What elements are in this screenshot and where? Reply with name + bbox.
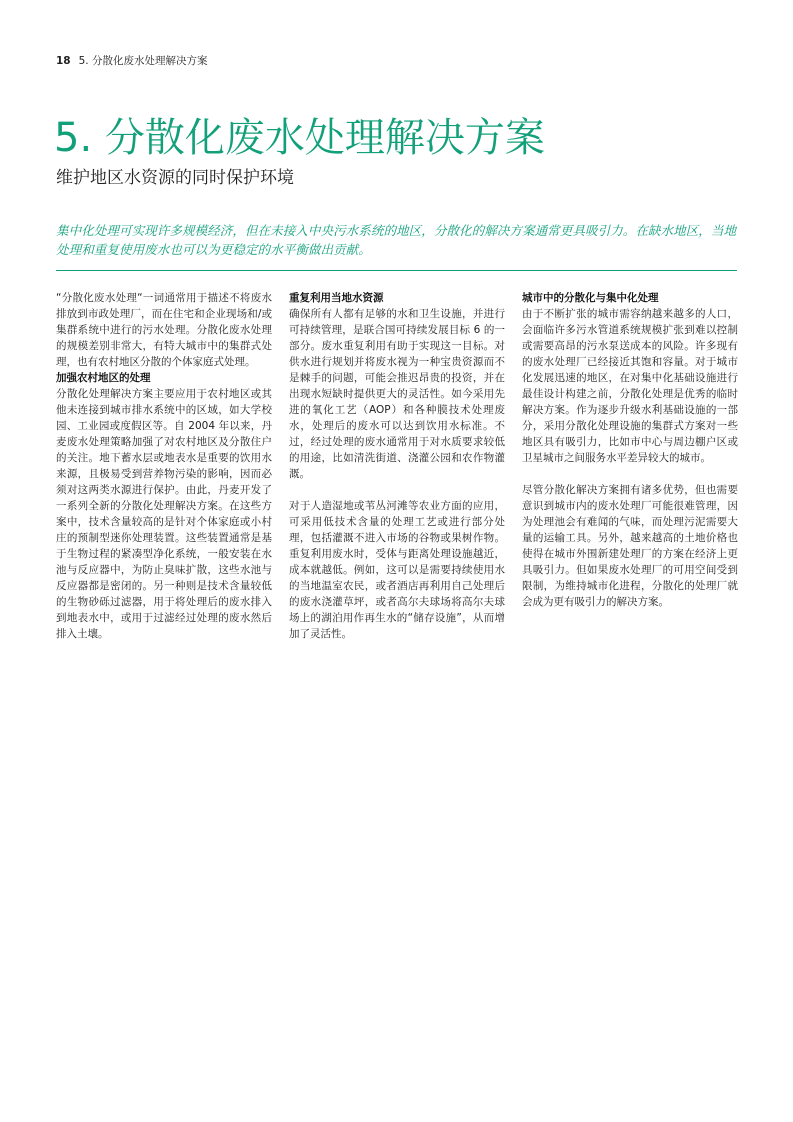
paragraph-spacer	[522, 466, 738, 482]
page-title: 5. 分散化废水处理解决方案	[54, 115, 545, 161]
page-subtitle: 维护地区水资源的同时保护环境	[56, 168, 294, 188]
running-header	[56, 53, 207, 68]
section-heading: 城市中的分散化与集中化处理	[522, 292, 659, 304]
divider-rule	[56, 270, 737, 271]
paragraph: “分散化废水处理“一词通常用于描述不将废水排放到市政处理厂，而在住宅和企业现场和/或集群系统中进行的污水处理。分散化废水处理的规模差别非常大，有特大城市中的集群式处理，也有农村地区分散的个体家庭式处理。	[56, 292, 272, 368]
text-column-1	[56, 290, 272, 642]
lead-paragraph: 集中化处理可实现许多规模经济，但在未接入中央污水系统的地区，分散化的解决方案通常更具吸引力。在缺水地区，当地处理和重复使用废水也可以为更稳定的水平衡做出贡献。	[56, 223, 737, 257]
running-section-title: 5. 分散化废水处理解决方案	[78, 55, 208, 67]
paragraph: 对于人造湿地或苇丛河滩等农业方面的应用，可采用低技术含量的处理工艺或进行部分处理，包括灌溉不进入市场的谷物或果树作物。重复利用废水时，受体与距离处理设施越近，成本就越低。例如，这可以是需要持续使用水的当地温室农民，或者酒店再利用自己处理后的废水浇灌草坪，或者高尔夫球场将高尔夫球场上的湖泊用作再生水的“储存设施”，从而增加了灵活性。	[289, 500, 505, 640]
section-heading: 加强农村地区的处理	[56, 372, 151, 384]
text-column-2	[289, 290, 505, 642]
page-number: 18	[56, 55, 71, 67]
paragraph: 尽管分散化解决方案拥有诸多优势，但也需要意识到城市内的废水处理厂可能很难管理，因为处理池会有难闻的气味，而处理污泥需要大量的运输工具。另外，越来越高的土地价格也使得在城市外围新建处理厂的方案在经济上更具吸引力。但如果废水处理厂的可用空间受到限制，为维持城市化进程，分散化的处理厂就会成为更有吸引力的解决方案。	[522, 484, 738, 608]
section-heading: 重复利用当地水资源	[289, 292, 384, 304]
text-column-3	[522, 290, 738, 610]
paragraph: 确保所有人都有足够的水和卫生设施，并进行可持续管理，是联合国可持续发展目标 6 的一部分。废水重复利用有助于实现这一目标。对供水进行规划并将废水视为一种宝贵资源而不是棘手的问题，可能会推迟昂贵的投资，并在出现水短缺时提供更大的灵活性。如今采用先进的氧化工艺（AOP）和各种膜技术处理废水，处理后的废水可以达到饮用水标准。不过，经过处理的废水通常用于对水质要求较低的用途，比如清洗街道、浇灌公园和农作物灌溉。	[289, 308, 505, 480]
paragraph: 由于不断扩张的城市需容纳越来越多的人口，会面临许多污水管道系统规模扩张到难以控制或需要高昂的污水泵送成本的风险。许多现有的废水处理厂已经接近其饱和容量。对于城市化发展迅速的地区，在对集中化基础设施进行最佳设计构建之前，分散化处理是优秀的临时解决方案。作为逐步升级水利基础设施的一部分，采用分散化处理设施的集群式方案对一些地区具有吸引力，比如市中心与周边棚户区或卫星城市之间服务水平差异较大的城市。	[522, 308, 738, 464]
paragraph: 分散化处理解决方案主要应用于农村地区或其他未连接到城市排水系统中的区域，如大学校园、工业园或度假区等。自 2004 年以来，丹麦废水处理策略加强了对农村地区及分散住户的关注。地下蓄水层或地表水是重要的饮用水来源，且极易受到营养物污染的影响，因而必须对这两类水源进行保护。由此，丹麦开发了一系列全新的分散化处理解决方案。在这些方案中，技术含量较高的是针对个体家庭或小村庄的预制型迷你处理装置。这些装置通常是基于生物过程的紧凑型净化系统，一般安装在水池与反应器中，为防止臭味扩散，这些水池与反应器都是密闭的。另一种则是技术含量较低的生物砂砾过滤器，用于将处理后的废水排入到地表水中，或用于过滤经过处理的废水然后排入土壤。	[56, 388, 272, 640]
paragraph-spacer	[289, 482, 505, 498]
